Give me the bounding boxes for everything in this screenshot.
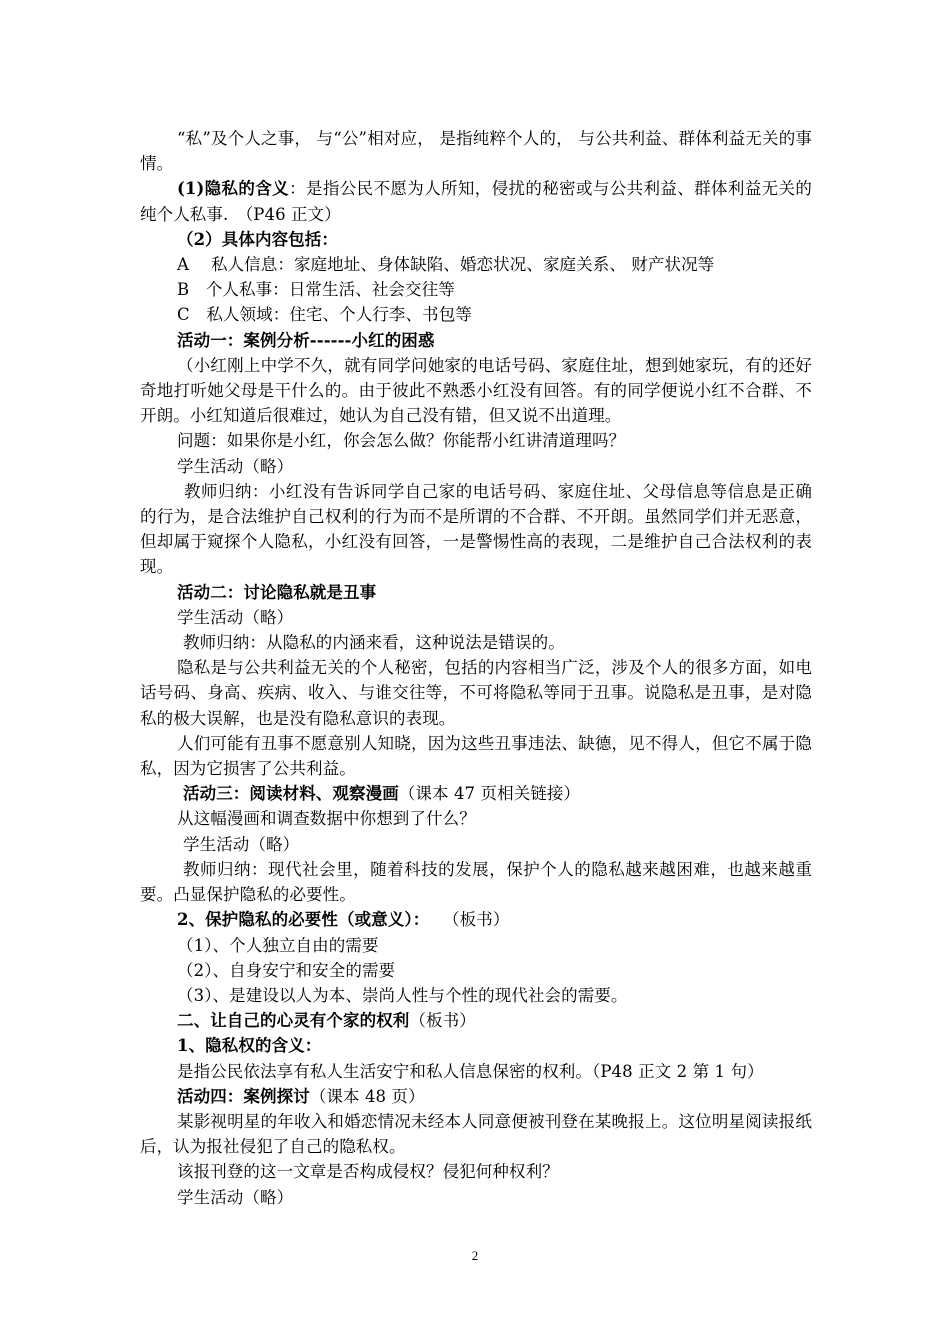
activity-2-paragraph-1: 隐私是与公共利益无关的个人秘密，包括的内容相当广泛，涉及个人的很多方面，如电话号码、身高、疾病、收入、与谁交往等，不可将隐私等同于丑事。说隐私是丑事，是对隐私的极大误解，也是没有隐私意识的表现。	[140, 658, 812, 728]
privacy-intro: “私”及个人之事， 与“公”相对应， 是指纯粹个人的， 与公共利益、群体利益无关的事情。	[140, 129, 812, 174]
content-item-b: B 个人私事：日常生活、社会交往等	[177, 280, 455, 300]
activity-2-paragraph-2: 人们可能有丑事不愿意别人知晓，因为这些丑事违法、缺德，见不得人，但它不属于隐私，因为它损害了公共利益。	[140, 733, 812, 779]
content-heading-text: （2）具体内容包括：	[177, 229, 338, 249]
section-2-note: （板书）	[421, 910, 510, 930]
student-activity-4: 学生活动（略）	[177, 1187, 294, 1207]
activity-3-note: （课本 47 页相关链接）	[398, 784, 581, 804]
student-activity-2: 学生活动（略）	[177, 607, 294, 627]
activity-1-case: （小红刚上中学不久，就有同学问她家的电话号码、家庭住址，想到她家玩，有的还好奇地打听她父母是干什么的。由于彼此不熟悉小红没有回答。有的同学便说小红不合群、不开朗。小红知道后很难过，她认为自己没有错，但又说不出道理。	[140, 355, 812, 426]
activity-3-question: 从这幅漫画和调查数据中你想到了什么？	[177, 809, 476, 829]
activity-3-title	[140, 781, 812, 806]
privacy-right-title: 1、隐私权的含义：	[177, 1036, 322, 1056]
student-activity-1: 学生活动（略）	[177, 456, 294, 476]
activity-3-summary: 教师归纳：现代社会里，随着科技的发展，保护个人的隐私越来越困难，也越来越重要。凸显保护隐私的必要性。	[140, 859, 812, 905]
section-2-title	[140, 907, 812, 932]
activity-4-case: 某影视明星的年收入和婚恋情况未经本人同意便被刊登在某晚报上。这位明星阅读报纸后，认为报社侵犯了自己的隐私权。	[140, 1111, 812, 1157]
content-item-c: C 私人领域：住宅、个人行李、书包等	[177, 305, 472, 325]
section-2-item-1: （1）、个人独立自由的需要	[177, 935, 379, 955]
privacy-definition-label: (1)隐私的含义	[177, 179, 290, 199]
content-heading	[140, 227, 812, 252]
activity-4-note: （课本 48 页）	[309, 1086, 425, 1106]
section-2-item-3: （3）、是建设以人为本、崇尚人性与个性的现代社会的需要。	[177, 985, 628, 1005]
activity-4-question: 该报刊登的这一文章是否构成侵权？侵犯何种权利？	[177, 1162, 559, 1182]
section-2-item-2: （2）、自身安宁和安全的需要	[177, 960, 396, 980]
page-number: 2	[471, 1248, 479, 1263]
student-activity-3: 学生活动（略）	[183, 834, 300, 854]
section-2-title-text: 2、保护隐私的必要性（或意义）：	[177, 910, 422, 930]
activity-2-summary: 教师归纳：从隐私的内涵来看，这种说法是错误的。	[183, 633, 565, 653]
activity-1-summary: 教师归纳：小红没有告诉同学自己家的电话号码、家庭住址、父母信息等信息是正确的行为，是合法维护自己权利的行为而不是所谓的不合群、不开朗。虽然同学们并无恶意，但却属于窥探个人隐私，小红没有回答，一是警惕性高的表现，二是维护自己合法权利的表现。	[140, 481, 812, 577]
part-2-title	[140, 1008, 812, 1033]
activity-4-title-text: 活动四：案例探讨	[177, 1086, 310, 1106]
privacy-right-definition: 是指公民依法享有私人生活安宁和私人信息保密的权利。（P48 正文 2 第 1 句）	[177, 1061, 764, 1081]
privacy-definition	[140, 176, 812, 226]
activity-2-title: 活动二：讨论隐私就是丑事	[177, 582, 377, 602]
document-page	[140, 126, 812, 1210]
activity-4-title	[140, 1084, 812, 1109]
activity-3-title-text: 活动三：阅读材料、观察漫画	[183, 784, 399, 804]
part-2-note: （板书）	[409, 1011, 476, 1031]
activity-1-question: 问题：如果你是小红，你会怎么做？你能帮小红讲清道理吗？	[177, 431, 626, 451]
part-2-title-text: 二、让自己的心灵有个家的权利	[177, 1011, 410, 1031]
activity-1-title: 活动一：案例分析------小红的困惑	[177, 330, 435, 350]
privacy-definition-text: ：是指公民不愿为人所知，侵扰的秘密或与公共利益、群体利益无关的纯个人私事. （P46 正文）	[140, 179, 812, 224]
content-item-a: A 私人信息：家庭地址、身体缺陷、婚恋状况、家庭关系、 财产状况等	[177, 255, 715, 275]
